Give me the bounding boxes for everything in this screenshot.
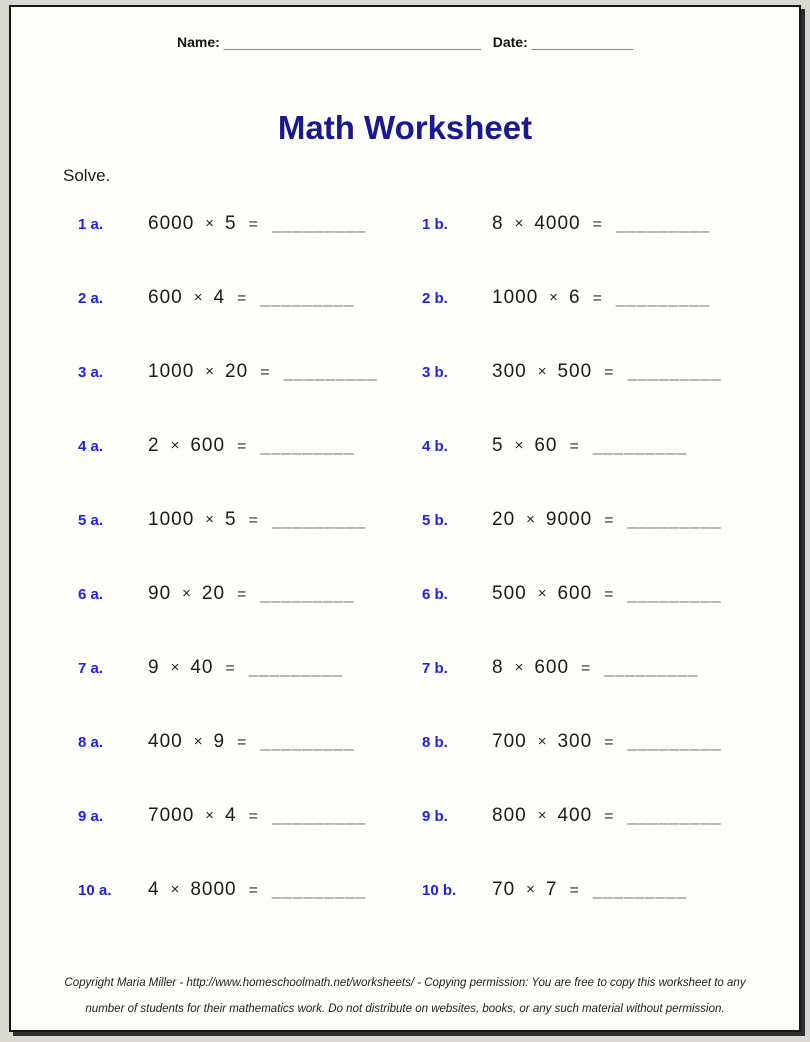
problem-4b (405, 435, 799, 457)
problem-label: 2 a. (78, 289, 104, 307)
problem-label: 1 b. (422, 215, 448, 233)
answer-blank: _________ (592, 436, 687, 455)
operand-right: 8000 (190, 879, 237, 900)
answer-blank: _________ (271, 806, 367, 825)
multiply-sign: × (549, 289, 559, 306)
operand-left: 800 (492, 805, 527, 826)
operand-left: 500 (492, 583, 527, 604)
problem-row (11, 261, 799, 335)
operand-left: 7000 (148, 805, 195, 826)
equals-sign: = (260, 364, 270, 381)
problem-expression (492, 657, 698, 679)
operand-right: 5 (225, 509, 237, 530)
problem-expression (492, 509, 722, 531)
problem-8a (11, 731, 405, 753)
problem-label: 10 a. (78, 881, 112, 899)
problem-expression (492, 361, 722, 383)
multiply-sign: × (205, 215, 215, 232)
multiply-sign: × (205, 807, 215, 824)
problem-expression (492, 213, 710, 235)
problem-label: 4 a. (78, 437, 104, 455)
multiply-sign: × (514, 215, 524, 232)
answer-blank: _________ (627, 584, 722, 603)
answer-blank: _________ (260, 584, 355, 603)
equals-sign: = (237, 438, 247, 455)
problem-9a (11, 805, 405, 827)
problem-row (11, 335, 799, 409)
operand-right: 60 (534, 435, 558, 456)
problem-label: 3 b. (422, 363, 448, 381)
operand-right: 20 (201, 583, 226, 604)
problems-grid (11, 187, 799, 927)
operand-left: 70 (492, 879, 516, 900)
problem-expression (148, 361, 378, 383)
problem-row (11, 557, 799, 631)
instructions-text: Solve. (63, 166, 111, 185)
multiply-sign: × (205, 511, 215, 528)
problem-expression (492, 435, 687, 457)
date-label: Date: (492, 34, 528, 50)
problem-9b (405, 805, 799, 827)
operand-left: 20 (492, 509, 516, 530)
page-title: Math Worksheet (277, 109, 533, 146)
equals-sign: = (581, 660, 591, 677)
problem-expression (148, 879, 366, 901)
operand-left: 1000 (148, 509, 195, 530)
answer-blank: _________ (627, 732, 722, 751)
equals-sign: = (569, 438, 579, 455)
answer-blank: _________ (271, 880, 367, 899)
multiply-sign: × (170, 659, 180, 676)
problem-row (11, 409, 799, 483)
multiply-sign: × (193, 733, 203, 750)
operand-left: 700 (492, 731, 527, 752)
operand-right: 6 (569, 287, 581, 308)
problem-expression (148, 731, 354, 753)
multiply-sign: × (537, 807, 547, 824)
equals-sign: = (225, 660, 235, 677)
operand-left: 5 (492, 435, 504, 456)
multiply-sign: × (193, 289, 203, 306)
equals-sign: = (248, 216, 258, 233)
multiply-sign: × (170, 881, 180, 898)
answer-blank: _________ (627, 362, 722, 381)
answer-blank: _________ (271, 510, 367, 529)
problem-label: 5 b. (422, 511, 448, 529)
multiply-sign: × (526, 511, 535, 528)
operand-right: 9000 (545, 509, 593, 530)
problem-expression (148, 657, 343, 679)
operand-left: 9 (148, 657, 160, 678)
multiply-sign: × (205, 363, 215, 380)
answer-blank: _________ (604, 658, 699, 677)
operand-right: 600 (557, 583, 593, 604)
multiply-sign: × (170, 437, 180, 454)
problem-row (11, 483, 799, 557)
answer-blank: _________ (260, 288, 355, 307)
name-blank-line: _________________________________ (223, 34, 481, 50)
problem-6b (405, 583, 799, 605)
copyright-line-2: number of students for their mathematics work. Do not distribute on websites, books, or any such material without permission. (85, 1003, 725, 1015)
operand-left: 600 (148, 287, 183, 308)
copyright-line-1: Copyright Maria Miller - http://www.homeschoolmath.net/worksheets/ - Copying permission: You are free to copy this worksheet to any (64, 977, 746, 989)
problem-row (11, 705, 799, 779)
problem-3a (11, 361, 405, 383)
operand-left: 1000 (148, 361, 195, 382)
operand-right: 600 (534, 657, 570, 678)
problem-label: 8 a. (78, 733, 104, 751)
problem-label: 7 b. (422, 659, 448, 677)
operand-left: 8 (492, 657, 504, 678)
equals-sign: = (592, 290, 602, 307)
answer-blank: _________ (260, 436, 355, 455)
problem-expression (148, 509, 366, 531)
problem-expression (492, 879, 687, 901)
operand-right: 500 (557, 361, 593, 382)
problem-expression (492, 805, 722, 827)
equals-sign: = (237, 734, 247, 751)
problem-8b (405, 731, 799, 753)
problem-row (11, 779, 799, 853)
problem-row (11, 631, 799, 705)
equals-sign: = (604, 808, 614, 825)
answer-blank: _________ (248, 658, 343, 677)
answer-blank: _________ (615, 288, 711, 307)
problem-expression (148, 213, 366, 235)
problem-label: 5 a. (78, 511, 104, 529)
problem-label: 8 b. (422, 733, 448, 751)
equals-sign: = (604, 586, 614, 603)
problem-10a (11, 879, 405, 901)
equals-sign: = (592, 216, 602, 233)
problem-1a (11, 213, 405, 235)
answer-blank: _________ (627, 510, 722, 529)
problem-label: 3 a. (78, 363, 104, 381)
answer-blank: _________ (615, 214, 711, 233)
equals-sign: = (237, 586, 247, 603)
operand-right: 600 (190, 435, 226, 456)
problem-label: 4 b. (422, 437, 448, 455)
answer-blank: _________ (260, 732, 355, 751)
problem-expression (148, 287, 354, 309)
copyright-footer (11, 970, 799, 1022)
problem-row (11, 187, 799, 261)
problem-4a (11, 435, 405, 457)
operand-left: 400 (148, 731, 183, 752)
problem-expression (492, 583, 722, 605)
problem-expression (492, 731, 722, 753)
problem-label: 9 b. (422, 807, 448, 825)
operand-right: 5 (225, 213, 237, 234)
problem-10b (405, 879, 799, 901)
multiply-sign: × (514, 659, 524, 676)
problem-label: 10 b. (422, 881, 457, 899)
operand-left: 8 (492, 213, 504, 234)
operand-right: 9 (213, 731, 226, 752)
problem-row (11, 853, 799, 927)
problem-7b (405, 657, 799, 679)
problem-2b (405, 287, 799, 309)
name-label: Name: (177, 34, 220, 50)
answer-blank: _________ (283, 362, 378, 381)
operand-left: 2 (148, 435, 160, 456)
operand-left: 90 (148, 583, 172, 604)
equals-sign: = (248, 882, 258, 899)
problem-expression (148, 583, 354, 605)
answer-blank: _________ (271, 214, 367, 233)
problem-label: 2 b. (422, 289, 448, 307)
operand-right: 4000 (534, 213, 581, 234)
operand-right: 4 (213, 287, 226, 308)
worksheet-page (9, 5, 801, 1032)
multiply-sign: × (537, 363, 547, 380)
multiply-sign: × (537, 733, 547, 750)
multiply-sign: × (514, 437, 524, 454)
operand-left: 6000 (148, 213, 195, 234)
operand-right: 20 (225, 361, 249, 382)
name-date-header (11, 7, 799, 50)
equals-sign: = (237, 290, 247, 307)
problem-label: 7 a. (78, 659, 104, 677)
multiply-sign: × (182, 585, 191, 602)
problem-label: 6 b. (422, 585, 448, 603)
operand-right: 300 (557, 731, 593, 752)
equals-sign: = (604, 734, 614, 751)
multiply-sign: × (526, 881, 535, 898)
operand-right: 40 (190, 657, 214, 678)
operand-right: 7 (545, 879, 558, 900)
equals-sign: = (604, 512, 614, 529)
problem-expression (148, 805, 366, 827)
equals-sign: = (248, 512, 258, 529)
problem-6a (11, 583, 405, 605)
problem-label: 1 a. (78, 215, 104, 233)
problem-label: 9 a. (78, 807, 104, 825)
problem-label: 6 a. (78, 585, 104, 603)
multiply-sign: × (537, 585, 547, 602)
operand-left: 4 (148, 879, 160, 900)
answer-blank: _________ (592, 880, 687, 899)
problem-1b (405, 213, 799, 235)
operand-right: 4 (225, 805, 237, 826)
equals-sign: = (604, 364, 614, 381)
operand-left: 1000 (492, 287, 539, 308)
problem-3b (405, 361, 799, 383)
operand-left: 300 (492, 361, 527, 382)
equals-sign: = (248, 808, 258, 825)
equals-sign: = (569, 882, 579, 899)
answer-blank: _________ (627, 806, 722, 825)
problem-2a (11, 287, 405, 309)
problem-expression (148, 435, 354, 457)
problem-5a (11, 509, 405, 531)
operand-right: 400 (557, 805, 593, 826)
problem-7a (11, 657, 405, 679)
problem-expression (492, 287, 710, 309)
problem-5b (405, 509, 799, 531)
date-blank-line: _____________ (531, 34, 633, 50)
